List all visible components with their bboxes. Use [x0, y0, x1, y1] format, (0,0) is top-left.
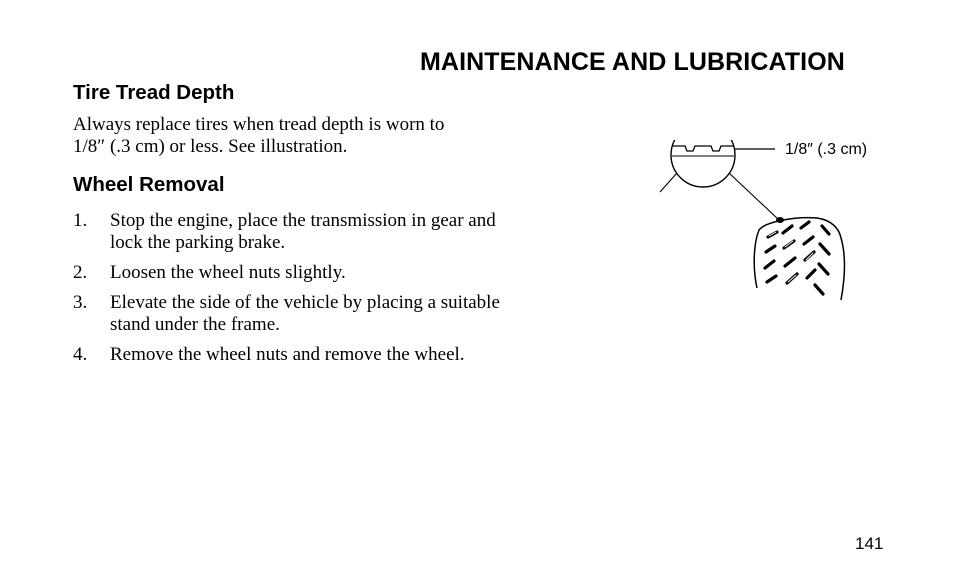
tire-tread-depth-paragraph — [73, 114, 444, 158]
magnifier-line-left — [660, 173, 677, 192]
step-item — [73, 292, 500, 336]
step-item — [73, 262, 500, 284]
page-number: 141 — [855, 534, 884, 553]
paragraph-line: Always replace tires when tread depth is worn to — [73, 114, 445, 135]
step-number: 4. — [73, 344, 88, 365]
step-number: 1. — [73, 210, 88, 231]
tire-tread-illustration — [655, 140, 900, 310]
tread-profile — [672, 146, 734, 151]
step-line: stand under the frame. — [110, 314, 280, 335]
step-line: Remove the wheel nuts and remove the wheel. — [110, 344, 465, 365]
tread-lug — [766, 246, 775, 252]
step-line: Elevate the side of the vehicle by placing a suitable — [110, 292, 500, 313]
tread-lug — [783, 226, 792, 233]
page-header: MAINTENANCE AND LUBRICATION — [420, 48, 845, 76]
step-text — [110, 262, 500, 284]
step-line: lock the parking brake. — [110, 232, 286, 253]
tread-lug — [767, 276, 776, 282]
tread-lug — [819, 264, 828, 274]
step-text — [110, 344, 500, 366]
step-text — [110, 210, 500, 254]
tread-lug — [822, 226, 829, 234]
tread-lug — [820, 244, 829, 254]
step-text — [110, 292, 500, 336]
tread-lug — [807, 270, 815, 278]
paragraph-line: 1/8″ (.3 cm) or less. See illustration. — [73, 136, 348, 157]
magnifier-circle — [671, 140, 735, 187]
tread-lug — [801, 222, 809, 228]
step-number: 3. — [73, 292, 88, 313]
tread-lug-edge — [788, 275, 796, 282]
step-item — [73, 210, 500, 254]
tread-lug — [785, 258, 795, 266]
step-line: Stop the engine, place the transmission in gear and — [110, 210, 496, 231]
tire-tread-depth-heading: Tire Tread Depth — [73, 81, 235, 104]
tread-worn-spot — [776, 217, 784, 223]
tread-lug — [804, 237, 813, 244]
tread-depth-callout: 1/8″ (.3 cm) — [785, 141, 868, 158]
tread-lug — [815, 285, 823, 294]
wheel-removal-steps — [73, 210, 500, 374]
step-line: Loosen the wheel nuts slightly. — [110, 262, 346, 283]
magnifier-line-right — [729, 173, 779, 220]
step-item — [73, 344, 500, 366]
step-number: 2. — [73, 262, 88, 283]
wheel-removal-heading: Wheel Removal — [73, 173, 225, 196]
tread-lug — [765, 261, 774, 268]
tire-outline — [754, 218, 844, 300]
